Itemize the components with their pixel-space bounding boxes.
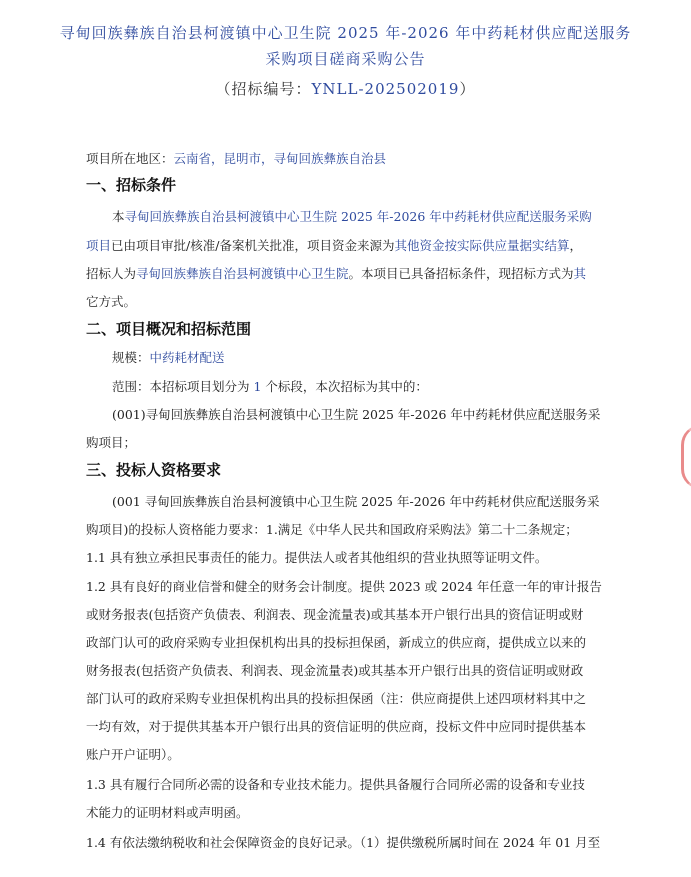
section-1-heading: 一、招标条件 xyxy=(86,176,177,194)
tender-code xyxy=(0,78,691,99)
requirement-1-2-line-3: 政部门认可的政府采购专业担保机构出具的投标担保函，新成立的供应商，提供成立以来的 xyxy=(86,635,587,650)
tender-code-suffix: ） xyxy=(459,80,476,98)
section-1-para-line-1 xyxy=(112,207,592,225)
text-run: 项目 xyxy=(86,238,112,253)
requirement-1-2-line-4: 财务报表(包括资产负债表、利润表、现金流量表)或其基本开户银行出具的资信证明或财政 xyxy=(86,663,584,678)
section-1-para-line-4: 它方式。 xyxy=(86,294,137,309)
funding-source-run: 其他资金按实际供应量据实结算 xyxy=(394,238,570,253)
text-run: ， xyxy=(569,238,582,253)
qualification-intro-line-1: (001 寻甸回族彝族自治县柯渡镇中心卫生院 2025 年-2026 年中药耗材供应配送服务采 xyxy=(112,494,600,509)
project-scale xyxy=(112,348,225,366)
requirement-1-3-line-2: 术能力的证明材料或声明函。 xyxy=(86,805,249,820)
tender-code-value: YNLL-202502019 xyxy=(311,80,460,98)
section-1-para-line-3 xyxy=(86,264,586,282)
project-location xyxy=(86,149,386,167)
project-range xyxy=(112,377,428,395)
section-2-heading: 二、项目概况和招标范围 xyxy=(86,320,252,338)
requirement-1-3-line-1: 1.3 具有履行合同所必需的设备和专业技术能力。提供具备履行合同所必需的设备和专业技 xyxy=(86,777,585,792)
project-name-run: 寻甸回族彝族自治县柯渡镇中心卫生院 2025 年-2026 年中药耗材供应配送服务采购 xyxy=(124,209,592,224)
scale-value: 中药耗材配送 xyxy=(149,350,225,365)
requirement-1-2-line-5: 部门认可的政府采购专业担保机构出具的投标担保函（注：供应商提供上述四项材料其中之 xyxy=(86,691,587,706)
requirement-1-2-line-7: 账户开户证明）。 xyxy=(86,747,180,762)
requirement-1-2-line-1: 1.2 具有良好的商业信誉和健全的财务会计制度。提供 2023 或 2024 年任意一年的审计报告 xyxy=(86,579,602,594)
project-location-label: 项目所在地区： xyxy=(86,151,174,166)
qualification-intro-line-2: 购项目)的投标人资格能力要求：1.满足《中华人民共和国政府采购法》第二十二条规定； xyxy=(86,522,578,537)
tender-code-prefix: （招标编号： xyxy=(215,80,312,98)
document-title-line-2: 采购项目磋商采购公告 xyxy=(265,50,426,68)
lot-item-line-2: 购项目； xyxy=(86,435,137,450)
text-run: 本 xyxy=(112,209,125,224)
requirement-1-4-line-1: 1.4 有依法缴纳税收和社会保障资金的良好记录。（1）提供缴税所属时间在 2024 年 01 月至 xyxy=(86,835,601,850)
tenderer-name-run: 寻甸回族彝族自治县柯渡镇中心卫生院 xyxy=(136,266,349,281)
text-run: 已由项目审批/核准/备案机关批准，项目资金来源为 xyxy=(111,238,395,253)
text-run: 招标人为 xyxy=(86,266,137,281)
text-run: 。本项目已具备招标条件，现招标方式为 xyxy=(348,266,574,281)
scale-label: 规模： xyxy=(112,350,150,365)
section-1-para-line-2 xyxy=(86,236,582,254)
requirement-1-2-line-2: 或财务报表(包括资产负债表、利润表、现金流量表)或其基本开户银行出具的资信证明或财 xyxy=(86,607,584,622)
text-run: 其 xyxy=(573,266,587,281)
requirement-1-1: 1.1 具有独立承担民事责任的能力。提供法人或者其他组织的营业执照等证明文件。 xyxy=(86,550,548,565)
lot-count: 1 xyxy=(253,379,262,394)
lot-item-line-1: (001)寻甸回族彝族自治县柯渡镇中心卫生院 2025 年-2026 年中药耗材供应配送服务采 xyxy=(112,407,601,422)
project-location-value: 云南省，昆明市，寻甸回族彝族自治县 xyxy=(173,151,387,166)
text-run: 个标段，本次招标为其中的： xyxy=(261,379,428,394)
official-seal-fragment xyxy=(681,425,691,489)
text-run: 范围：本招标项目划分为 xyxy=(112,379,254,394)
section-3-heading: 三、投标人资格要求 xyxy=(86,461,222,479)
requirement-1-2-line-6: 一均有效，对于提供其基本开户银行出具的资信证明的供应商，投标文件中应同时提供基本 xyxy=(86,719,587,734)
document-title-line-1: 寻甸回族彝族自治县柯渡镇中心卫生院 2025 年-2026 年中药耗材供应配送服务 xyxy=(59,24,632,42)
